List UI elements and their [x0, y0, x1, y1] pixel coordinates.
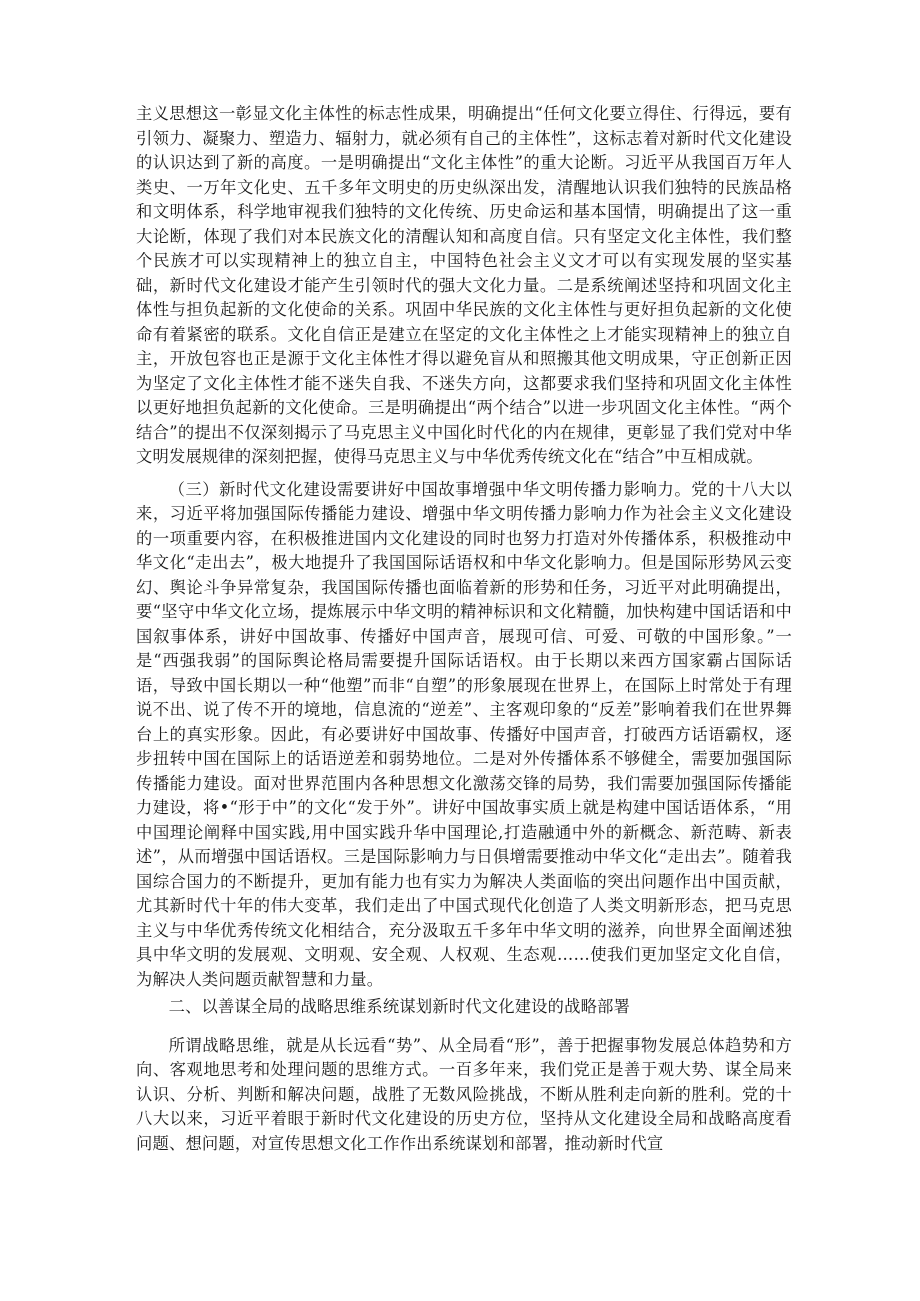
- section-heading-two: 二、以善谋全局的战略思维系统谋划新时代文化建设的战略部署: [168, 997, 631, 1016]
- paragraph-strategic-thinking: 所谓战略思维，就是从长远看“势”、从全局看“形”，善于把握事物发展总体趋势和方向、客观地思考和处理问题的思维方式。一百多年来，我们党正是善于观大势、谋全局来认识、分析、判断和解决问题，战胜了无数风险挑战，不断从胜利走向新的胜利。党的十八大以来，习近平着眼于新时代文化建设的历史方位，坚持从文化建设全局和战略高度看问题、想问题，对宣传思想文化工作作出系统谋划和部署，推动新时代宣: [136, 1035, 792, 1153]
- paragraph-cultural-subjectivity: 主义思想这一彰显文化主体性的标志性成果，明确提出“任何文化要立得住、行得远，要有引领力、凝聚力、塑造力、辐射力，就必须有自己的主体性”，这标志着对新时代文化建设的认识达到了新的高度。一是明确提出“文化主体性”的重大论断。习近平从我国百万年人类史、一万年文化史、五千多年文明史的历史纵深出发，清醒地认识我们独特的民族品格和文明体系，科学地审视我们独特的文化传统、历史命运和基本国情，明确提出了这一重大论断，体现了我们对本民族文化的清醒认知和高度自信。只有坚定文化主体性，我们整个民族才可以实现精神上的独立自主，中国特色社会主义文才可以有实现发展的坚实基础，新时代文化建设才能产生引领时代的强大文化力量。二是系统阐述坚持和巩固文化主体性与担负起新的文化使命的关系。巩固中华民族的文化主体性与更好担负起新的文化使命有着紧密的联系。文化自信正是建立在坚定的文化主体性之上才能实现精神上的独立自主，开放包容也正是源于文化主体性才得以避免盲从和照搬其他文明成果，守正创新正因为坚定了文化主体性才能不迷失自我、不迷失方向，这都要求我们坚持和巩固文化主体性以更好地担负起新的文化使命。三是明确提出“两个结合”以进一步巩固文化主体性。“两个结合”的提出不仅深刻揭示了马克思主义中国化时代化的内在规律，更彰显了我们党对中华文明发展规律的深刻把握，使得马克思主义与中华优秀传统文化在“结合”中互相成就。: [136, 104, 792, 466]
- paragraph-gap: [136, 470, 792, 478]
- document-page: [136, 102, 792, 1156]
- paragraph-section-three: （三）新时代文化建设需要讲好中国故事增强中华文明传播力影响力。党的十八大以来，习近平将加强国际传播能力建设、增强中华文明传播力影响力作为社会主义文化建设的一项重要内容，在积极推进国内文化建设的同时也努力打造对外传播体系，积极推动中华文化“走出去”，极大地提升了我国国际话语权和中华文化影响力。但是国际形势风云变幻、舆论斗争异常复杂，我国国际传播也面临着新的形势和任务，习近平对此明确提出，要“坚守中华文化立场，提炼展示中华文明的精神标识和文化精髓，加快构建中国话语和中国叙事体系，讲好中国故事、传播好中国声音，展现可信、可爱、可敬的中国形象。”一是“西强我弱”的国际舆论格局需要提升国际话语权。由于长期以来西方国家霸占国际话语，导致中国长期以一种“他塑”而非“自塑”的形象展现在世界上，在国际上时常处于有理说不出、说了传不开的境地，信息流的“逆差”、主客观印象的“反差”影响着我们在世界舞台上的真实形象。因此，有必要讲好中国故事、传播好中国声音，打破西方话语霸权，逐步扭转中国在国际上的话语逆差和弱势地位。二是对外传播体系不够健全，需要加强国际传播能力建设。面对世界范围内各种思想文化激荡交锋的局势，我们需要加强国际传播能力建设，将•“形于中”的文化“发于外”。讲好中国故事实质上就是构建中国话语体系，“用中国理论阐释中国实践,用中国实践升华中国理论,打造融通中外的新概念、新范畴、新表述”，从而增强中国话语权。三是国际影响力与日俱增需要推动中华文化“走出去”。随着我国综合国力的不断提升，更加有能力也有实力为解决人类面临的突出问题作出中国贡献，尤其新时代十年的伟大变革，我们走出了中国式现代化创造了人类文明新形态，把马克思主义与中华优秀传统文化相结合，充分汲取五千多年中华文明的滋养，向世界全面阐述独具中华文明的发展观、文明观、安全观、人权观、生态观……使我们更加坚定文化自信，为解决人类问题贡献智慧和力量。: [136, 479, 792, 989]
- paragraph-gap: [136, 1020, 792, 1034]
